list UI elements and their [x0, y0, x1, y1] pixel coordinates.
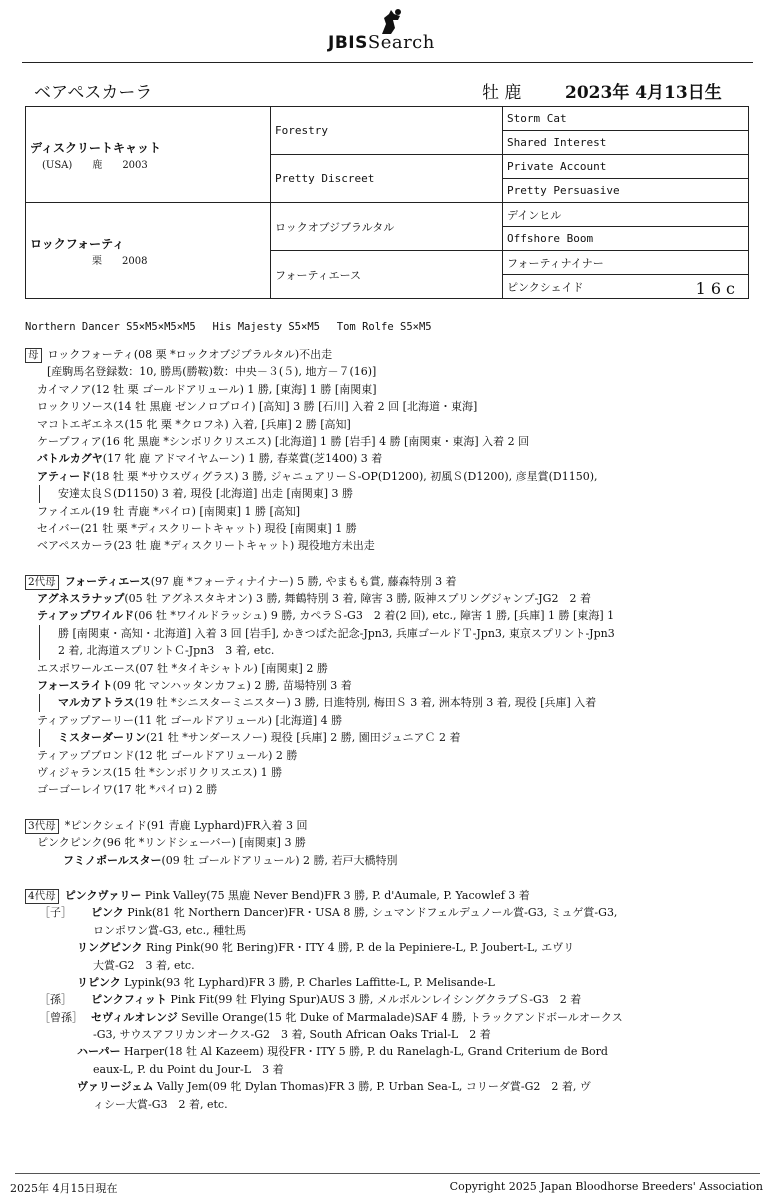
- notable-horse-name[interactable]: ピンクフィット: [91, 993, 167, 1007]
- record-text: Pink Valley(75 黒鹿 Never Bend)FR 3 勝, P. d'Aumale, P. Yacowlef 3 着: [141, 888, 530, 902]
- generation-tag: 4代母: [25, 889, 59, 904]
- header-divider: [22, 62, 753, 63]
- sire-dam[interactable]: Pretty Discreet: [271, 155, 503, 203]
- record-line: [25, 1043, 755, 1060]
- dam-sire-sire[interactable]: デインヒル: [503, 203, 749, 227]
- record-line: [25, 363, 755, 380]
- notable-horse-name[interactable]: リングピンク: [77, 941, 143, 955]
- record-text: Lypink(93 牝 Lyphard)FR 3 勝, P. Charles Laffitte-L, P. Melisande-L: [120, 975, 495, 989]
- sire-dam-sire[interactable]: Private Account: [503, 155, 749, 179]
- sire-sire-dam[interactable]: Shared Interest: [503, 131, 749, 155]
- record-text: ゴーゴーレイワ(17 牝 *パイロ) 2 勝: [37, 783, 218, 797]
- record-text: 2 着, 北海道スプリントＣ-Jpn3 3 着, etc.: [58, 644, 275, 658]
- record-text: カイマノア(12 牡 栗 ゴールドアリュール) 1 勝, [東海] 1 勝 [南関東]: [37, 382, 377, 396]
- record-text: ピンクピンク(96 牝 *リンドシェーバー) [南関東] 3 勝: [37, 836, 306, 850]
- record-line: [25, 573, 755, 590]
- tree-branch: [39, 485, 755, 502]
- record-line: [25, 468, 755, 485]
- record-text: Pink(81 牝 Northern Dancer)FR・USA 8 勝, シュマンドフェルデュノール賞-G3, ミュゲ賞-G3,: [123, 906, 618, 920]
- record-text: ィシー大賞-G3 2 着, etc.: [93, 1097, 228, 1111]
- record-text: Ring Pink(90 牝 Bering)FR・ITY 4 勝, P. de la Pepiniere-L, P. Joubert-L, エヴリ: [142, 941, 575, 955]
- record-line: [25, 520, 755, 537]
- record-text: Vally Jem(09 牝 Dylan Thomas)FR 3 勝, P. Urban Sea-L, コリーダ賞-G2 2 着, ヴ: [153, 1080, 591, 1094]
- dam-info: 栗 2008: [92, 255, 148, 267]
- record-line: [25, 450, 755, 467]
- notable-horse-name[interactable]: セヴィルオレンジ: [91, 1010, 178, 1024]
- record-text: ティアップアーリー(11 牝 ゴールドアリュール) [北海道] 4 勝: [37, 713, 343, 727]
- notable-horse-name[interactable]: ミスターダーリン: [58, 731, 146, 745]
- footer-divider: [15, 1173, 760, 1174]
- record-text: *ピンクシェイド(91 青鹿 Lyphard)FR入着 3 回: [64, 818, 308, 832]
- record-line: [25, 729, 755, 746]
- generation-tag: 母: [25, 348, 42, 363]
- record-text: (17 牝 鹿 アドマイヤムーン) 1 勝, 春菜賞(芝1400) 3 着: [102, 452, 383, 466]
- logo-text: JBISSearch: [328, 32, 435, 53]
- record-line: [25, 381, 755, 398]
- as-of-date: 2025年 4月15日現在: [10, 1182, 118, 1195]
- record-text: ティアップブロンド(12 牝 ゴールドアリュール) 2 勝: [37, 748, 298, 762]
- record-text: 大賞-G2 3 着, etc.: [93, 958, 195, 972]
- record-line: [25, 817, 755, 834]
- notable-horse-name[interactable]: リピンク: [77, 975, 121, 989]
- dam-dam[interactable]: フォーティエース: [271, 251, 503, 299]
- record-text: (06 牡 *ワイルドラッシュ) 9 勝, カペラＳ-G3 2 着(2 回), etc., 障害 1 勝, [兵庫] 1 勝 [東海] 1: [134, 609, 615, 623]
- family-record: [25, 346, 755, 1113]
- record-text: ケープフィア(16 牝 黒鹿 *シンボリクリスエス) [北海道] 1 勝 [岩手] 4 勝 [南関東・東海] 入着 2 回: [37, 434, 530, 448]
- notable-horse-name[interactable]: ピンク: [91, 906, 124, 920]
- record-line: [25, 433, 755, 450]
- record-text: 勝 [南関東・高知・北海道] 入着 3 回 [岩手], かきつばた記念-Jpn3, 兵庫ゴールドＴ-Jpn3, 東京スプリント-Jpn3: [58, 626, 615, 640]
- record-line: [25, 642, 755, 659]
- generation-label: ［子］: [39, 906, 72, 920]
- section-gap: [25, 799, 755, 817]
- generation-tag: 2代母: [25, 575, 59, 590]
- notable-horse-name[interactable]: フミノポールスター: [63, 853, 162, 867]
- record-line: [25, 485, 755, 502]
- notable-horse-name[interactable]: フォーティエース: [64, 574, 151, 588]
- record-line: [25, 1026, 755, 1043]
- record-line: [25, 1078, 755, 1095]
- record-line: [25, 503, 755, 520]
- record-line: [25, 834, 755, 851]
- sire-sire[interactable]: Forestry: [271, 107, 503, 155]
- sire-info: (USA) 鹿 2003: [42, 159, 148, 171]
- generation-label: ［孫］: [39, 993, 72, 1007]
- copyright: Copyright 2025 Japan Bloodhorse Breeders' Association: [449, 1180, 763, 1193]
- record-text: ロンポワン賞-G3, etc., 種牡馬: [93, 923, 247, 937]
- section-gap: [25, 869, 755, 887]
- record-line: [25, 1061, 755, 1078]
- record-line: [25, 781, 755, 798]
- record-line: [25, 712, 755, 729]
- record-line: [25, 1009, 755, 1026]
- dam-cell: [26, 203, 271, 299]
- record-text: ロックフォーティ(08 栗 *ロックオブジブラルタル)不出走: [47, 348, 333, 361]
- notable-horse-name[interactable]: フォースライト: [37, 679, 113, 693]
- record-line: [25, 939, 755, 956]
- horse-name: ベアペスカーラ: [34, 83, 153, 103]
- notable-horse-name[interactable]: ピンクヴァリー: [64, 888, 142, 902]
- dam-sire[interactable]: ロックオブジブラルタル: [271, 203, 503, 251]
- dam-sire-dam[interactable]: Offshore Boom: [503, 227, 749, 251]
- record-line: [25, 904, 755, 921]
- record-line: [25, 852, 755, 869]
- record-line: [25, 887, 755, 904]
- generation-label: ［曾孫］: [39, 1010, 83, 1024]
- dam-name[interactable]: ロックフォーティ: [30, 236, 125, 251]
- record-text: エスポワールエース(07 牡 *タイキシャトル) [南関東] 2 勝: [37, 661, 328, 675]
- pedigree-table: [25, 106, 749, 299]
- dam-dam-dam[interactable]: ピンクシェイド 16c: [503, 275, 749, 299]
- horse-sex-color: 牡 鹿: [482, 83, 522, 103]
- record-line: [25, 1096, 755, 1113]
- generation-tag: 3代母: [25, 819, 59, 834]
- record-line: [25, 694, 755, 711]
- tree-branch: [39, 729, 755, 746]
- notable-horse-name[interactable]: ハーパー: [77, 1045, 121, 1059]
- record-line: [25, 607, 755, 624]
- notable-horse-name[interactable]: アティード: [37, 469, 92, 483]
- record-text: (09 牝 マンハッタンカフェ) 2 勝, 苗場特別 3 着: [112, 679, 352, 693]
- record-text: [産駒馬名登録数：10, 勝馬(勝鞍)数：中央－３(５), 地方－７(16)]: [47, 365, 377, 379]
- record-text: (21 牡 *サンダースノー) 現役 [兵庫] 2 勝, 園田ジュニアＣ 2 着: [146, 731, 461, 745]
- tree-branch: [39, 642, 755, 659]
- record-line: [25, 957, 755, 974]
- notable-horse-name[interactable]: マルカアトラス: [58, 696, 135, 710]
- record-text: (05 牡 アグネスタキオン) 3 勝, 舞鶴特別 3 着, 障害 3 勝, 阪神スプリングジャンプ-JG2 2 着: [124, 592, 591, 606]
- record-line: [25, 398, 755, 415]
- record-line: [25, 764, 755, 781]
- horse-birthdate: 2023年 4月13日生: [565, 83, 722, 103]
- record-line: [25, 991, 755, 1008]
- record-text: Seville Orange(15 牝 Duke of Marmalade)SAF 4 勝, トラックアンドボールオークス: [177, 1010, 623, 1024]
- record-line: [25, 416, 755, 433]
- dam-dam-sire[interactable]: フォーティナイナー: [503, 251, 749, 275]
- record-line: [25, 346, 755, 363]
- section-gap: [25, 555, 755, 573]
- sire-sire-sire[interactable]: Storm Cat: [503, 107, 749, 131]
- record-line: [25, 537, 755, 554]
- record-line: [25, 677, 755, 694]
- record-text: ファイエル(19 牡 青鹿 *パイロ) [南関東] 1 勝 [高知]: [37, 504, 301, 518]
- record-text: eaux-L, P. du Point du Jour-L 3 着: [93, 1062, 284, 1076]
- notable-horse-name[interactable]: バトルカグヤ: [37, 452, 103, 466]
- record-text: Harper(18 牡 Al Kazeem) 現役FR・ITY 5 勝, P. du Ranelagh-L, Grand Criterium de Bord: [120, 1045, 608, 1059]
- record-text: マコトエギエネス(15 牝 栗 *クロフネ) 入着, [兵庫] 2 勝 [高知]: [37, 417, 351, 431]
- record-text: (19 牡 *シニスターミニスター) 3 勝, 日進特別, 梅田Ｓ 3 着, 洲本特別 3 着, 現役 [兵庫] 入着: [134, 696, 597, 710]
- record-text: -G3, サウスアフリカンオークス-G2 3 着, South African Oaks Trial-L 2 着: [93, 1028, 491, 1042]
- notable-horse-name[interactable]: ヴァリージェム: [77, 1080, 154, 1094]
- record-line: [25, 747, 755, 764]
- tree-branch: [39, 694, 755, 711]
- record-text: ベアペスカーラ(23 牡 鹿 *ディスクリートキャット) 現役地方未出走: [37, 539, 375, 553]
- sire-name[interactable]: ディスクリートキャット: [30, 140, 162, 155]
- record-text: ロックリソース(14 牡 黒鹿 ゼンノロブロイ) [高知] 3 勝 [石川] 入着 2 回 [北海道・東海]: [37, 400, 478, 414]
- sire-cell: [26, 107, 271, 203]
- inbreeding-crosses: Northern Dancer S5×M5×M5×M5 His Majesty S5×M5 Tom Rolfe S5×M5: [25, 321, 432, 333]
- record-text: (09 牡 ゴールドアリュール) 2 勝, 若戸大橋特別: [161, 853, 398, 867]
- record-text: Pink Fit(99 牡 Flying Spur)AUS 3 勝, メルボルンレイシングクラブＳ-G3 2 着: [166, 993, 582, 1007]
- family-number: 16c: [695, 279, 740, 298]
- record-text: ヴィジャランス(15 牡 *シンボリクリスエス) 1 勝: [37, 765, 283, 779]
- notable-horse-name[interactable]: ティアップワイルド: [37, 609, 135, 623]
- record-line: [25, 974, 755, 991]
- record-line: [25, 922, 755, 939]
- tree-branch: [39, 625, 755, 642]
- notable-horse-name[interactable]: アグネスラナップ: [37, 592, 125, 606]
- jbis-logo[interactable]: [328, 8, 458, 54]
- record-line: [25, 660, 755, 677]
- record-line: [25, 590, 755, 607]
- record-text: (18 牡 栗 *サウスヴィグラス) 3 勝, ジャニュアリーＳ-OP(D1200), 初風Ｓ(D1200), 彦星賞(D1150),: [91, 469, 598, 483]
- record-text: セイバー(21 牡 栗 *ディスクリートキャット) 現役 [南関東] 1 勝: [37, 521, 357, 535]
- record-text: (97 鹿 *フォーティナイナー) 5 勝, やまもも賞, 藤森特別 3 着: [150, 574, 457, 588]
- sire-dam-dam[interactable]: Pretty Persuasive: [503, 179, 749, 203]
- record-text: 安達太良Ｓ(D1150) 3 着, 現役 [北海道] 出走 [南関東] 3 勝: [58, 487, 354, 501]
- record-line: [25, 625, 755, 642]
